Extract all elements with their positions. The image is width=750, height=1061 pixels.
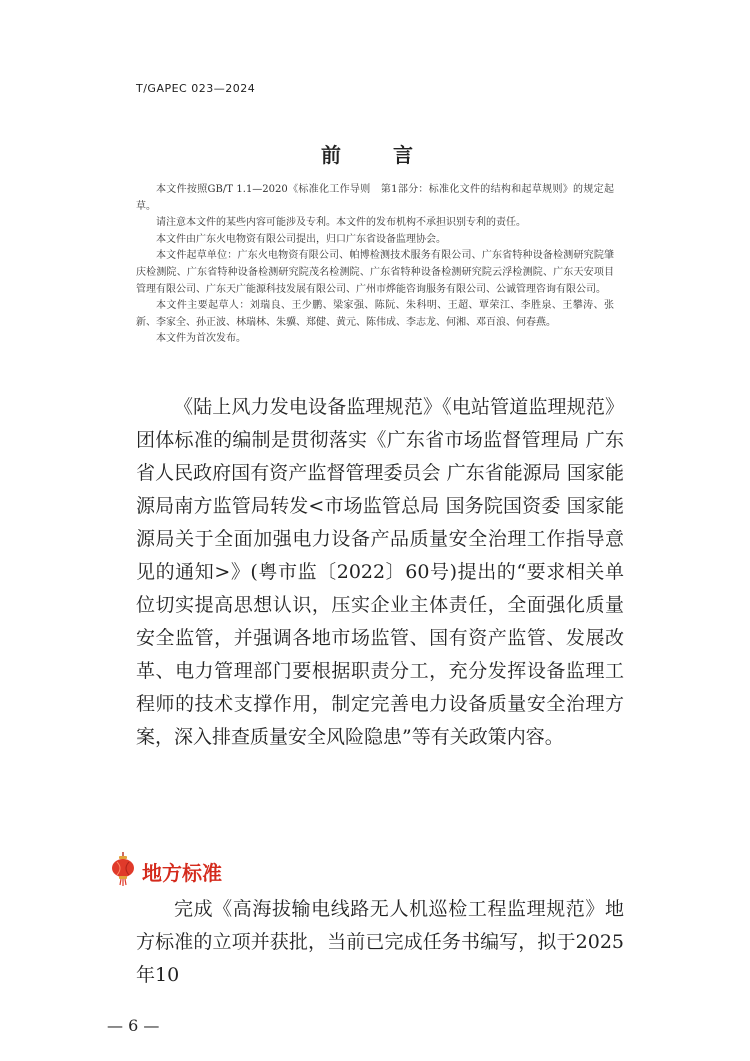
section-header <box>108 852 222 890</box>
body-text-2 <box>136 893 624 992</box>
preface-paragraph: 本文件起草单位：广东火电物资有限公司、帕博检测技术服务有限公司、广东省特种设备检测研究院肇庆检测院、广东省特种设备检测研究院茂名检测院、广东省特种设备检测研究院云浮检测院、广东天安项目管理有限公司、广东天广能源科技发展有限公司、广州市烨能咨询服务有限公司、公诚管理咨询有限公司。 <box>136 250 614 295</box>
preface-paragraph: 本文件由广东火电物资有限公司提出，归口广东省设备监理协会。 <box>156 233 446 245</box>
preface-title: 前 言 <box>321 143 429 167</box>
page-number: — 6 — <box>107 1016 160 1035</box>
red-lantern-icon <box>108 852 138 890</box>
preface-paragraph: 本文件按照GB/T 1.1—2020《标准化工作导则 第1部分：标准化文件的结构和起草规则》的规定起草。 <box>136 184 614 212</box>
document-number: T/GAPEC 023—2024 <box>136 82 256 95</box>
body-paragraph: 《陆上风力发电设备监理规范》《电站管道监理规范》团体标准的编制是贯彻落实《广东省市场监督管理局 广东省人民政府国有资产监督管理委员会 广东省能源局 国家能源局南方监管局转发<市场监管总局 国务院国资委 国家能源局关于全面加强电力设备产品质量安全治理工作指导意见的通知>》(粤市监〔2022〕60号)提出的“要求相关单位切实提高思想认识，压实企业主体责任，全面强化质量安全监管，并强调各地市场监管、国有资产监管、发展改革、电力管理部门要根据职责分工，充分发挥设备监理工程师的技术支撑作用，制定完善电力设备质量安全治理方案，深入排查质量安全风险隐患”等有关政策内容。 <box>136 396 624 748</box>
preface-paragraph: 请注意本文件的某些内容可能涉及专利。本文件的发布机构不承担识别专利的责任。 <box>156 217 526 229</box>
body-text-1 <box>136 391 624 754</box>
preface-paragraph: 本文件主要起草人：刘瑞良、王少鹏、梁家强、陈阮、朱科明、王超、覃荣江、李胜泉、王攀涛、张新、李家全、孙正波、林瑞林、朱骥、郑健、黄元、陈伟成、李志龙、何湘、邓百浪、何春燕。 <box>136 300 614 328</box>
preface-block <box>136 182 614 348</box>
section-title: 地方标准 <box>142 860 222 885</box>
body-paragraph: 完成《高海拔输电线路无人机巡检工程监理规范》地方标准的立项并获批，当前已完成任务书编写，拟于2025年10 <box>136 898 624 986</box>
preface-paragraph: 本文件为首次发布。 <box>156 333 246 345</box>
